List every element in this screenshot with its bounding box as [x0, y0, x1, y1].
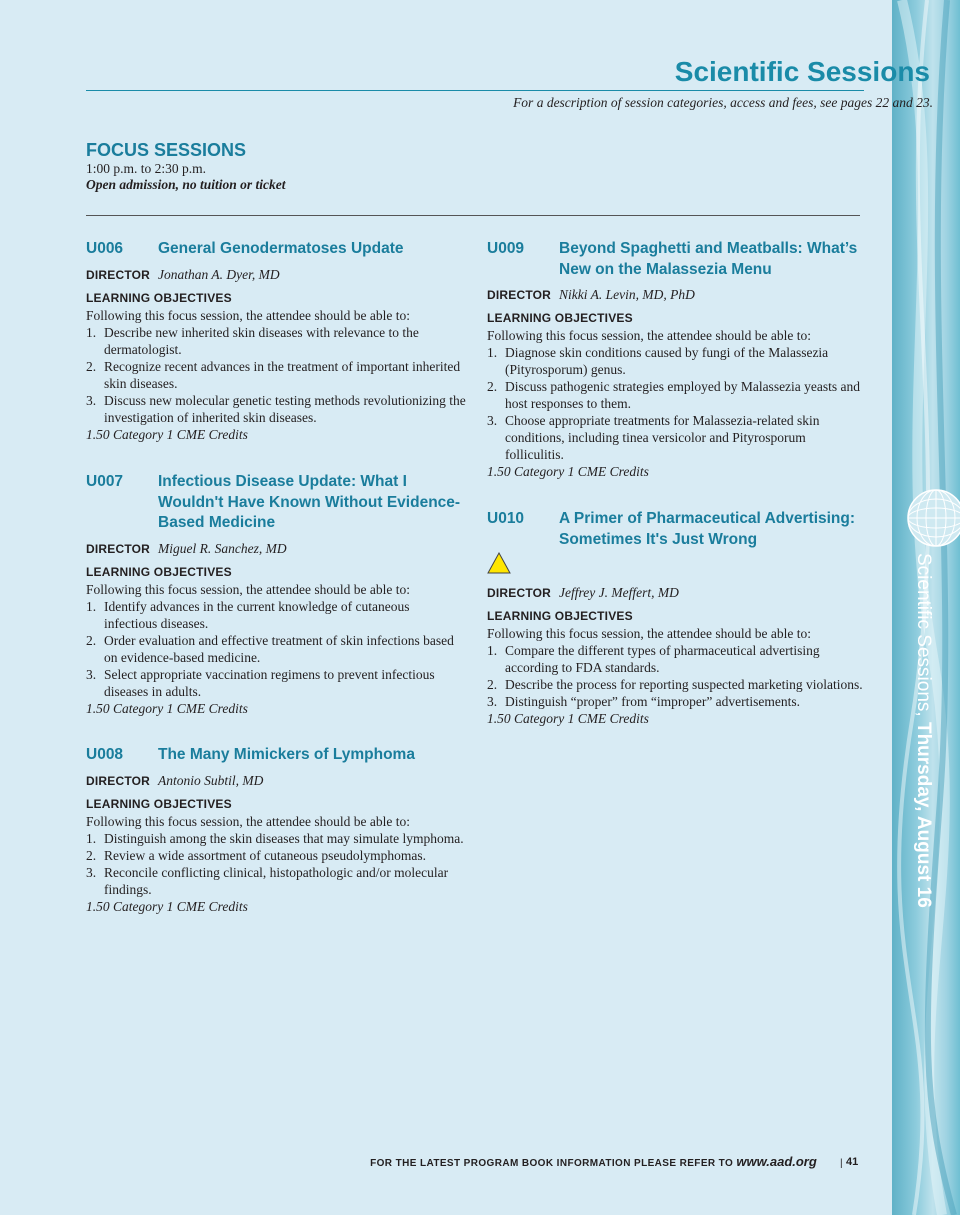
- objectives-label: LEARNING OBJECTIVES: [86, 290, 232, 305]
- session-director: [487, 286, 867, 304]
- objective-item: 1. Distinguish among the skin diseases that may simulate lymphoma.: [86, 830, 464, 846]
- focus-heading: FOCUS SESSIONS: [86, 140, 247, 160]
- session-title: A Primer of Pharmaceutical Advertising: Sometimes It's Just Wrong: [559, 510, 856, 548]
- objective-item: 1. Describe new inherited skin diseases with relevance to the dermatologist.: [86, 324, 466, 358]
- session-director: [86, 266, 466, 284]
- session-director: [86, 540, 466, 558]
- objective-text: Order evaluation and effective treatment of skin infections based on evidence-based medicine.: [104, 632, 454, 665]
- session-block: [86, 472, 466, 717]
- objectives-label: LEARNING OBJECTIVES: [86, 564, 232, 579]
- director-label: DIRECTOR: [86, 541, 151, 556]
- session-block: [487, 239, 867, 480]
- objectives-intro: Following this focus session, the attendee should be able to:: [487, 626, 811, 641]
- director-name: Jonathan A. Dyer, MD: [158, 266, 280, 282]
- session-director: [487, 584, 867, 602]
- session-title: General Genodermatoses Update: [158, 240, 404, 257]
- footer-text: FOR THE LATEST PROGRAM BOOK INFORMATION PLEASE REFER TO: [370, 1158, 734, 1169]
- objective-item: 1. Diagnose skin conditions caused by fungi of the Malassezia (Pityrosporum) genus.: [487, 344, 867, 378]
- footer-note: [370, 1154, 861, 1169]
- session-credits: 1.50 Category 1 CME Credits: [487, 711, 649, 726]
- director-name: Antonio Subtil, MD: [158, 772, 264, 788]
- session-header: [86, 472, 466, 534]
- objective-text: Distinguish among the skin diseases that may simulate lymphoma.: [104, 830, 464, 846]
- page-subtitle: For a description of session categories, access and fees, see pages 22 and 23.: [513, 95, 933, 110]
- objective-item: 2. Discuss pathogenic strategies employed by Malassezia yeasts and host responses to them.: [487, 378, 867, 412]
- session-code: U008: [86, 746, 124, 763]
- director-label: DIRECTOR: [487, 288, 552, 302]
- session-code: U009: [487, 240, 525, 257]
- director-name: Miguel R. Sanchez, MD: [158, 540, 287, 556]
- warning-triangle-icon: [487, 552, 511, 574]
- objectives-intro: Following this focus session, the attendee should be able to:: [487, 328, 811, 343]
- objectives-label: LEARNING OBJECTIVES: [487, 609, 633, 623]
- objectives-intro: Following this focus session, the attendee should be able to:: [86, 813, 410, 829]
- objective-text: Describe new inherited skin diseases with relevance to the dermatologist.: [104, 324, 419, 357]
- objective-item: 3. Discuss new molecular genetic testing methods revolutionizing the investigation of inherited skin diseases.: [86, 392, 466, 425]
- page-number: 41: [846, 1156, 859, 1168]
- objective-text: Discuss new molecular genetic testing methods revolutionizing the investigation of inherited skin diseases.: [104, 392, 466, 425]
- page-title: Scientific Sessions: [674, 56, 930, 87]
- director-label: DIRECTOR: [487, 586, 552, 600]
- session-credits: 1.50 Category 1 CME Credits: [487, 464, 649, 479]
- objective-item: 2. Recognize recent advances in the treatment of important inherited skin diseases.: [86, 358, 466, 392]
- session-credits: 1.50 Category 1 CME Credits: [86, 898, 248, 914]
- objective-text: Recognize recent advances in the treatment of important inherited skin diseases.: [104, 358, 461, 391]
- objectives-list: [86, 598, 466, 700]
- session-credits: 1.50 Category 1 CME Credits: [86, 426, 248, 442]
- session-credits: 1.50 Category 1 CME Credits: [86, 700, 248, 716]
- objective-text: Select appropriate vaccination regimens to prevent infectious diseases in adults.: [104, 666, 435, 699]
- objective-item: 1. Identify advances in the current knowledge of cutaneous infectious diseases.: [86, 598, 466, 632]
- objective-item: 1. Compare the different types of pharmaceutical advertising according to FDA standards.: [487, 642, 867, 676]
- session-block: [86, 239, 466, 443]
- side-section: Scientific Sessions,: [913, 553, 934, 717]
- focus-admission: Open admission, no tuition or ticket: [86, 177, 286, 192]
- objectives-intro: Following this focus session, the attendee should be able to:: [86, 307, 410, 323]
- objectives-list: [86, 324, 466, 426]
- objectives-list: [487, 344, 867, 463]
- session-title: Infectious Disease Update: What I Wouldn't Have Known Without Evidence-Based Medicine: [158, 473, 461, 531]
- objective-item: 3. Distinguish “proper” from “improper” advertisements.: [487, 694, 801, 709]
- side-day: Thursday, August 16: [913, 721, 934, 908]
- objectives-list: [86, 830, 466, 898]
- objectives-list: [487, 642, 867, 710]
- objective-text: Reconcile conflicting clinical, histopathologic and/or molecular findings.: [104, 864, 449, 897]
- objective-text: Compare the different types of pharmaceutical advertising according to FDA standards.: [505, 643, 820, 675]
- footer-url[interactable]: www.aad.org: [736, 1154, 817, 1169]
- session-header: [487, 509, 867, 550]
- director-name: Jeffrey J. Meffert, MD: [559, 585, 679, 600]
- objective-text: Diagnose skin conditions caused by fungi of the Malassezia (Pityrosporum) genus.: [505, 345, 829, 377]
- objective-text: Describe the process for reporting suspected marketing violations.: [505, 677, 863, 692]
- session-header: [86, 239, 466, 260]
- director-label: DIRECTOR: [86, 773, 151, 788]
- session-block: [487, 509, 867, 727]
- session-header: [487, 239, 867, 280]
- objective-item: 3. Choose appropriate treatments for Malassezia-related skin conditions, including tinea versicolor and Pityrosporum folliculitis.: [487, 412, 867, 463]
- session-code: U007: [86, 473, 124, 490]
- session-title: The Many Mimickers of Lymphoma: [158, 746, 415, 763]
- footer-separator: |: [840, 1158, 843, 1169]
- side-vertical-label: [912, 553, 934, 908]
- objective-text: Choose appropriate treatments for Malassezia-related skin conditions, including tinea versicolor and Pityrosporum folliculitis.: [505, 413, 820, 462]
- globe-icon: [906, 488, 960, 548]
- objective-text: Identify advances in the current knowledge of cutaneous infectious diseases.: [104, 598, 410, 631]
- focus-time: 1:00 p.m. to 2:30 p.m.: [86, 161, 207, 176]
- objective-text: Review a wide assortment of cutaneous pseudolymphomas.: [104, 847, 427, 863]
- director-label: DIRECTOR: [86, 267, 151, 282]
- objective-text: Discuss pathogenic strategies employed by Malassezia yeasts and host responses to them.: [505, 379, 861, 411]
- session-title: Beyond Spaghetti and Meatballs: What’s New on the Malassezia Menu: [559, 240, 858, 278]
- section-divider: [86, 215, 860, 216]
- objective-item: 2. Describe the process for reporting suspected marketing violations.: [487, 677, 863, 692]
- session-code: U010: [487, 510, 525, 527]
- objectives-label: LEARNING OBJECTIVES: [86, 796, 232, 811]
- objective-text: Distinguish “proper” from “improper” advertisements.: [505, 694, 801, 709]
- director-name: Nikki A. Levin, MD, PhD: [559, 287, 695, 302]
- objective-item: 2. Order evaluation and effective treatment of skin infections based on evidence-based medicine.: [86, 632, 466, 666]
- objectives-label: LEARNING OBJECTIVES: [487, 311, 633, 325]
- session-code: U006: [86, 240, 124, 257]
- session-header: [86, 745, 466, 766]
- session-director: [86, 772, 466, 790]
- objectives-intro: Following this focus session, the attendee should be able to:: [86, 581, 410, 597]
- objective-item: 3. Reconcile conflicting clinical, histopathologic and/or molecular findings.: [86, 864, 466, 898]
- objective-item: 2. Review a wide assortment of cutaneous pseudolymphomas.: [86, 847, 427, 863]
- session-block: [86, 745, 466, 915]
- title-rule: [86, 90, 864, 91]
- objective-item: 3. Select appropriate vaccination regimens to prevent infectious diseases in adults.: [86, 666, 466, 700]
